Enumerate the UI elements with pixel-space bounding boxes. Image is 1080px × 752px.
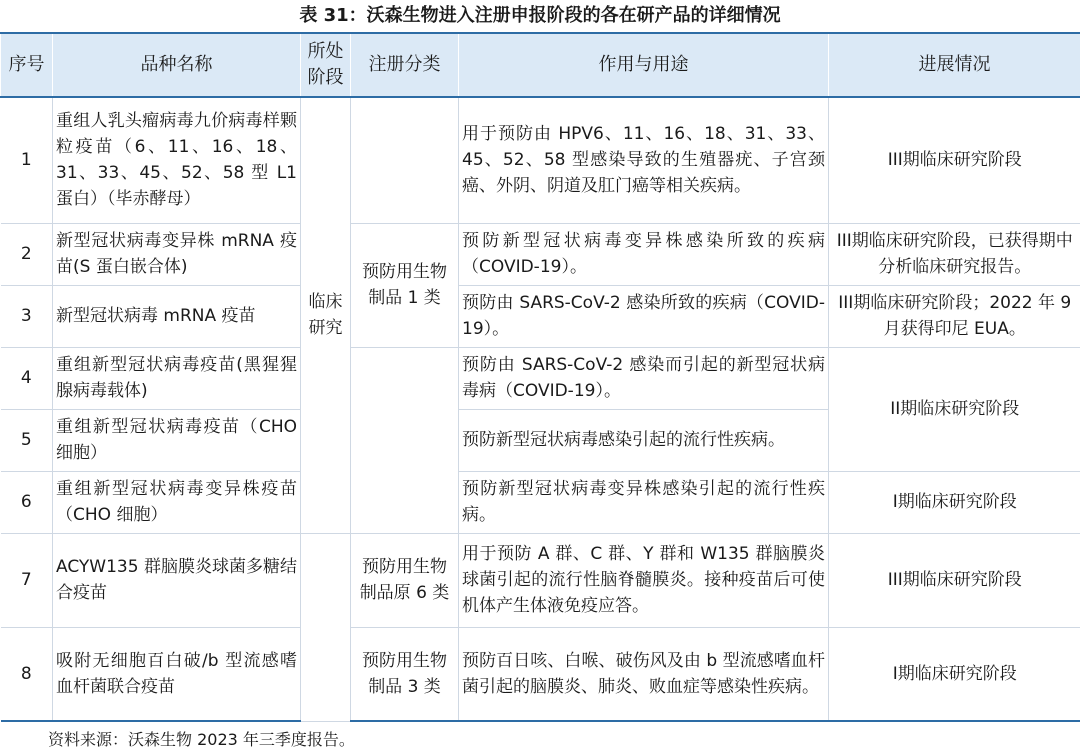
row-name: 重组新型冠状病毒变异株疫苗（CHO 细胞） [53, 471, 301, 533]
row-name: 重组人乳头瘤病毒九价病毒样颗粒疫苗（6、11、16、18、31、33、45、52、58 型 L1 蛋白）（毕赤酵母） [53, 97, 301, 223]
row-usage: 预防新型冠状病毒变异株感染所致的疾病（COVID-19）。 [459, 223, 829, 285]
table-row [1, 97, 1080, 223]
row-no: 7 [1, 533, 53, 627]
category-empty [351, 347, 459, 533]
row-usage: 预防由 SARS-CoV-2 感染所致的疾病（COVID-19）。 [459, 285, 829, 347]
table-row [1, 223, 1080, 285]
header-category: 注册分类 [351, 33, 459, 97]
row-no: 1 [1, 97, 53, 223]
row-progress: I期临床研究阶段 [829, 627, 1080, 721]
row-progress: II期临床研究阶段 [829, 347, 1080, 471]
row-usage: 预防由 SARS-CoV-2 感染而引起的新型冠状病毒病（COVID-19）。 [459, 347, 829, 409]
row-usage: 预防百日咳、白喉、破伤风及由 b 型流感嗜血杆菌引起的脑膜炎、肺炎、败血症等感染性疾病。 [459, 627, 829, 721]
product-table [0, 32, 1080, 722]
row-usage: 预防新型冠状病毒变异株感染引起的流行性疾病。 [459, 471, 829, 533]
row-no: 8 [1, 627, 53, 721]
row-no: 5 [1, 409, 53, 471]
category-cell: 预防用生物制品 3 类 [351, 627, 459, 721]
row-progress: I期临床研究阶段 [829, 471, 1080, 533]
header-no: 序号 [1, 33, 53, 97]
table-row [1, 533, 1080, 627]
row-progress: III期临床研究阶段 [829, 533, 1080, 627]
table-row [1, 285, 1080, 347]
row-progress: III期临床研究阶段 [829, 97, 1080, 223]
table-title: 表 31：沃森生物进入注册申报阶段的各在研产品的详细情况 [299, 5, 781, 26]
row-name: 重组新型冠状病毒疫苗（CHO 细胞） [53, 409, 301, 471]
row-usage: 用于预防 A 群、C 群、Y 群和 W135 群脑膜炎球菌引起的流行性脑脊髓膜炎。接种疫苗后可使机体产生体液免疫应答。 [459, 533, 829, 627]
category-cell: 预防用生物制品原 6 类 [351, 533, 459, 627]
row-no: 2 [1, 223, 53, 285]
category-cell: 预防用生物制品 1 类 [351, 223, 459, 347]
row-progress: III期临床研究阶段，已获得期中分析临床研究报告。 [829, 223, 1080, 285]
row-usage: 预防新型冠状病毒感染引起的流行性疾病。 [459, 409, 829, 471]
row-usage: 用于预防由 HPV6、11、16、18、31、33、45、52、58 型感染导致的生殖器疣、子宫颈癌、外阴、阴道及肛门癌等相关疾病。 [459, 97, 829, 223]
header-row [1, 33, 1080, 97]
source-note: 资料来源：沃森生物 2023 年三季度报告。 [48, 730, 355, 749]
row-name: 重组新型冠状病毒疫苗(黑猩猩腺病毒载体) [53, 347, 301, 409]
stage-cell: 临床研究 [301, 97, 351, 533]
row-name: 吸附无细胞百白破/b 型流感嗜血杆菌联合疫苗 [53, 627, 301, 721]
header-name: 品种名称 [53, 33, 301, 97]
stage-empty [301, 533, 351, 721]
header-usage: 作用与用途 [459, 33, 829, 97]
category-empty [351, 97, 459, 223]
row-name: 新型冠状病毒变异株 mRNA 疫苗(S 蛋白嵌合体) [53, 223, 301, 285]
row-no: 3 [1, 285, 53, 347]
table-row [1, 627, 1080, 721]
row-progress: III期临床研究阶段；2022 年 9 月获得印尼 EUA。 [829, 285, 1080, 347]
table-row [1, 347, 1080, 409]
row-no: 4 [1, 347, 53, 409]
row-no: 6 [1, 471, 53, 533]
table-row [1, 471, 1080, 533]
header-stage: 所处阶段 [301, 33, 351, 97]
header-progress: 进展情况 [829, 33, 1080, 97]
row-name: ACYW135 群脑膜炎球菌多糖结合疫苗 [53, 533, 301, 627]
row-name: 新型冠状病毒 mRNA 疫苗 [53, 285, 301, 347]
